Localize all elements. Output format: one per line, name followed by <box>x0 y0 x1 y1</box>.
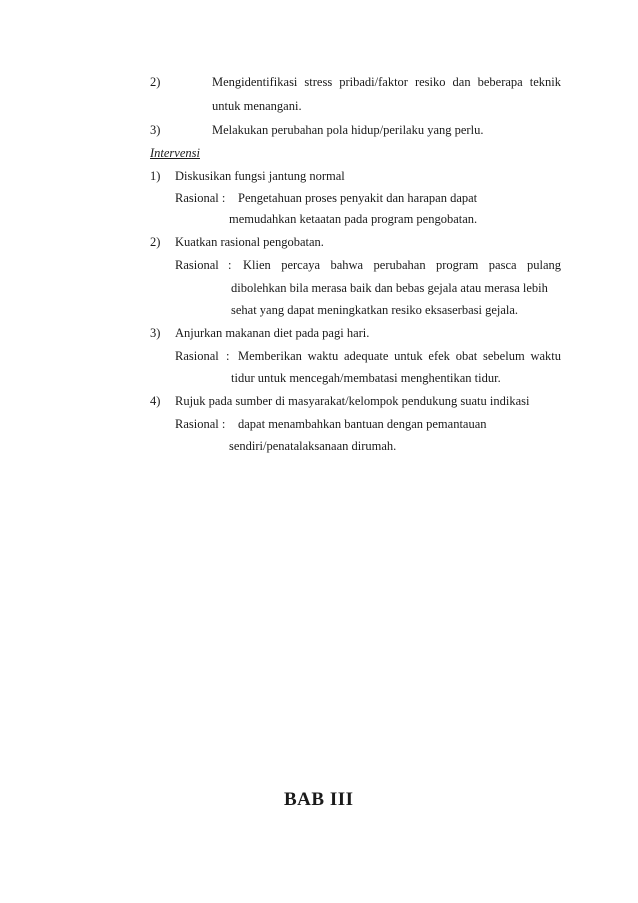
chapter-title: BAB III <box>284 789 354 810</box>
intervention-2-rasional-line1: Klien percaya bahwa perubahan program pasca pulang <box>243 258 561 272</box>
goal-3-number: 3) <box>150 123 161 137</box>
intervention-4-text: Rujuk pada sumber di masyarakat/kelompok pendukung suatu indikasi <box>175 394 530 408</box>
intervention-2-rasional-line2: dibolehkan bila merasa baik dan bebas gejala atau merasa lebih <box>231 281 548 295</box>
intervention-3-rasional-line1: Memberikan waktu adequate untuk efek obat sebelum waktu <box>238 349 561 363</box>
goal-3-text: Melakukan perubahan pola hidup/perilaku yang perlu. <box>212 123 484 137</box>
intervention-2-rasional-label: Rasional <box>175 258 219 272</box>
goal-2-text-line2: untuk menangani. <box>212 99 302 113</box>
intervention-2-rasional-colon: : <box>228 258 232 272</box>
intervention-1-rasional-line2: memudahkan ketaatan pada program pengobatan. <box>229 212 478 226</box>
intervention-4-rasional-line1: dapat menambahkan bantuan dengan pemantauan <box>238 417 487 431</box>
intervention-1-rasional-label: Rasional : <box>175 191 226 205</box>
intervention-3-rasional-colon: : <box>226 349 230 363</box>
intervention-4-number: 4) <box>150 394 161 408</box>
intervention-2-number: 2) <box>150 235 161 249</box>
intervention-1-number: 1) <box>150 169 161 183</box>
goal-2-number: 2) <box>150 75 161 89</box>
goal-2-text-line1: Mengidentifikasi stress pribadi/faktor resiko dan beberapa teknik <box>212 75 561 89</box>
intervention-2-text: Kuatkan rasional pengobatan. <box>175 235 324 249</box>
intervention-3-number: 3) <box>150 326 161 340</box>
intervention-1-rasional-line1: Pengetahuan proses penyakit dan harapan dapat <box>238 191 478 205</box>
intervention-4-rasional-label: Rasional : <box>175 417 226 431</box>
intervention-4-rasional-line2: sendiri/penatalaksanaan dirumah. <box>229 439 397 453</box>
intervention-3-rasional-label: Rasional <box>175 349 219 363</box>
intervensi-heading: Intervensi <box>150 146 200 160</box>
intervention-3-text: Anjurkan makanan diet pada pagi hari. <box>175 326 370 340</box>
intervention-1-text: Diskusikan fungsi jantung normal <box>175 169 345 183</box>
intervention-3-rasional-line2: tidur untuk mencegah/membatasi menghentikan tidur. <box>231 371 501 385</box>
intervention-2-rasional-line3: sehat yang dapat meningkatkan resiko eksaserbasi gejala. <box>231 303 519 317</box>
